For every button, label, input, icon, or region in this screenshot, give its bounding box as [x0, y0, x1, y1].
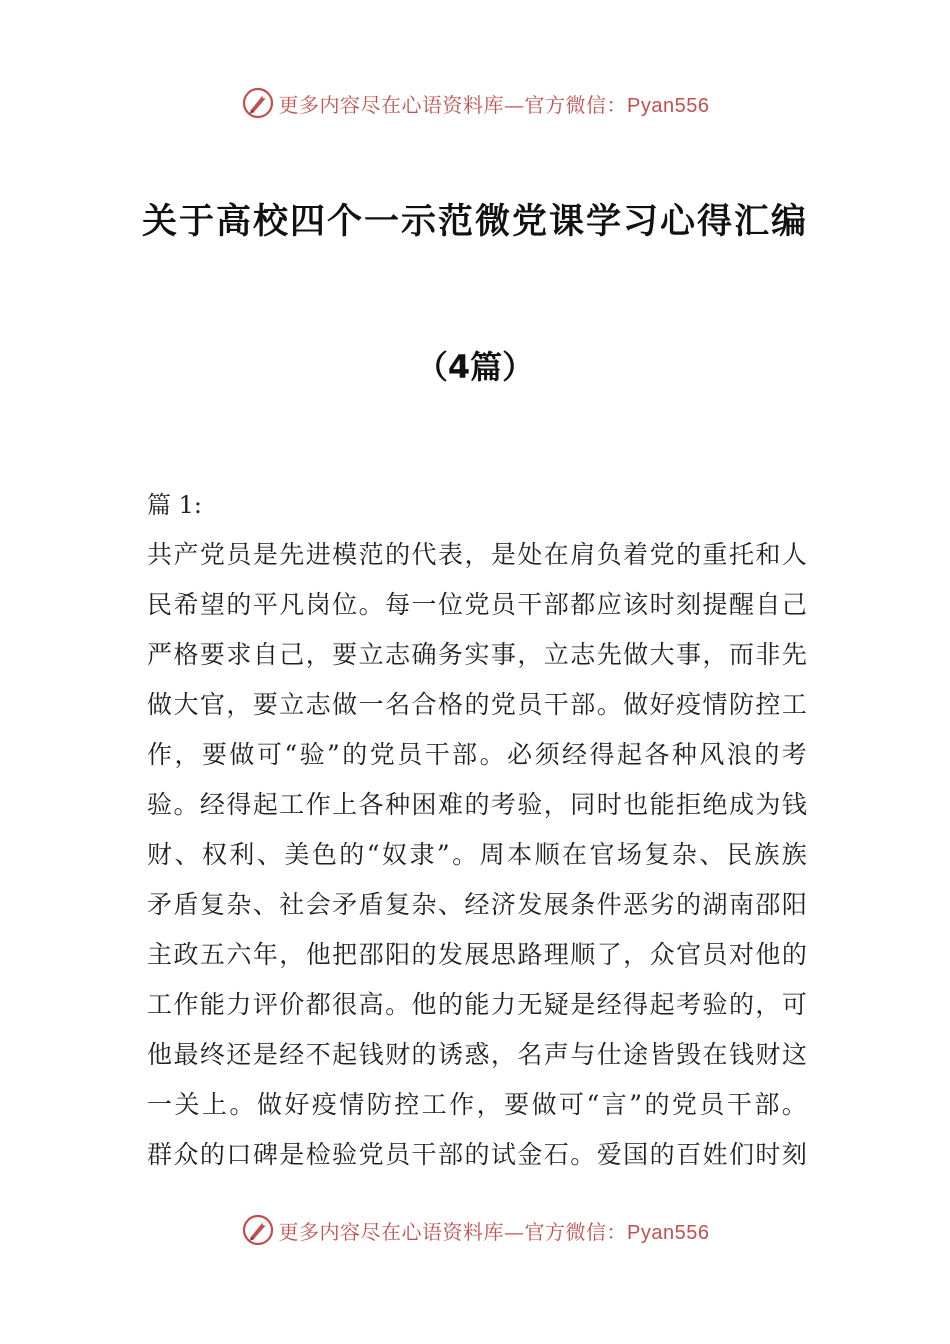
banner-text: 更多内容尽在心语资料库—官方微信：Pyan556 [278, 1219, 710, 1244]
text-line: 作 ， 要 做 可 “ 验 ” 的 党 员 干 部 。 必 须 经 得 起 各 种 风 浪 的 考 [147, 740, 807, 769]
text-line: 矛 盾 复 杂 、 社 会 矛 盾 复 杂 、 经 济 发 展 条 件 恶 劣 的 湖 南 邵 阳 [147, 890, 807, 919]
text-line: 群 众 的 口 碑 是 检 验 党 员 干 部 的 试 金 石 。 爱 国 的 百 姓 们 时 刻 [147, 1140, 807, 1169]
text-line: 主 政 五 六 年 ， 他 把 邵 阳 的 发 展 思 路 理 顺 了 ， 众 官 员 对 他 的 [147, 940, 807, 969]
pen-logo-icon [241, 1213, 275, 1247]
text-line: 民 希 望 的 平 凡 岗 位 。 每 一 位 党 员 干 部 都 应 该 时 刻 提 醒 自 己 [147, 590, 807, 619]
section-label: 篇 1: [147, 491, 202, 519]
pen-logo-icon [241, 86, 275, 120]
text-line: 验 。 经 得 起 工 作 上 各 种 困 难 的 考 验 ， 同 时 也 能 拒 绝 成 为 钱 [147, 790, 807, 819]
footer-banner [0, 1210, 950, 1250]
wechat-id: Pyan556 [627, 94, 710, 117]
document-subtitle: （4篇） [415, 348, 535, 386]
text-line: 他 最 终 还 是 经 不 起 钱 财 的 诱 惑 ， 名 声 与 仕 途 皆 毁 在 钱 财 这 [147, 1040, 807, 1069]
banner-text: 更多内容尽在心语资料库—官方微信：Pyan556 [278, 92, 710, 117]
document-title: 关于高校四个一示范微党课学习心得汇编 [141, 202, 808, 242]
body-paragraph [147, 530, 807, 1180]
text-line: 严 格 要 求 自 己 ， 要 立 志 确 务 实 事 ， 立 志 先 做 大 事 ， 而 非 先 [147, 640, 807, 669]
text-line: 共 产 党 员 是 先 进 模 范 的 代 表 ， 是 处 在 肩 负 着 党 的 重 托 和 人 [147, 540, 807, 569]
text-line: 财 、 权 利 、 美 色 的 “ 奴 隶 ” 。 周 本 顺 在 官 场 复 杂 、 民 族 族 [147, 840, 807, 869]
text-line: 一 关 上 。 做 好 疫 情 防 控 工 作 ， 要 做 可 “ 言 ” 的 党 员 干 部 。 [147, 1090, 807, 1119]
text-line: 做 大 官 ， 要 立 志 做 一 名 合 格 的 党 员 干 部 。 做 好 疫 情 防 控 工 [147, 690, 807, 719]
header-banner [0, 83, 950, 123]
wechat-id: Pyan556 [627, 1221, 710, 1244]
text-line: 工 作 能 力 评 价 都 很 高 。 他 的 能 力 无 疑 是 经 得 起 考 验 的 ， 可 [147, 990, 807, 1019]
